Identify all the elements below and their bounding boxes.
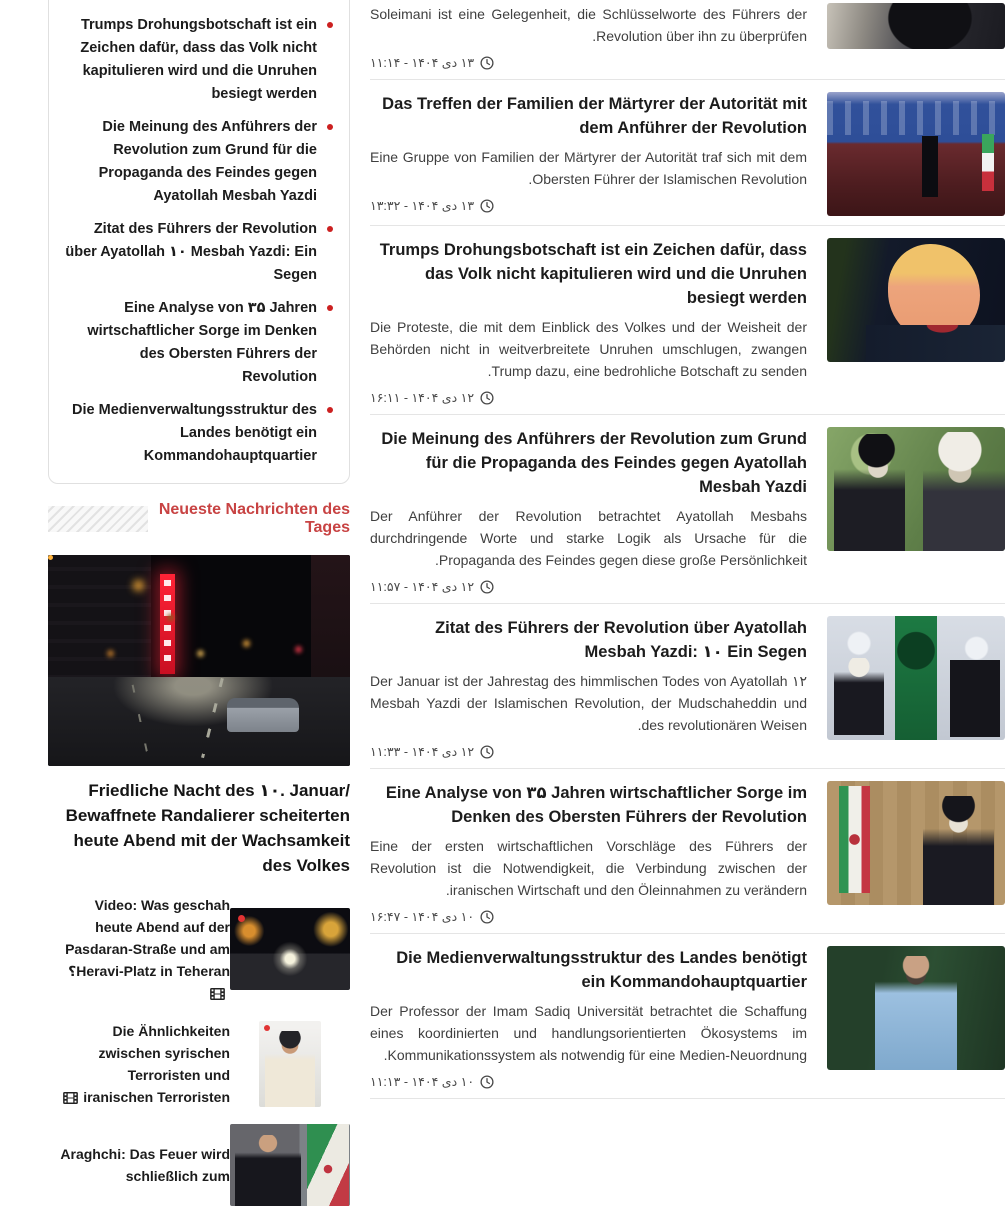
left-sidebar xyxy=(48,0,350,1206)
clock-icon xyxy=(480,1075,494,1089)
article-thumb[interactable] xyxy=(827,3,1005,49)
article-title[interactable]: Zitat des Führers der Revolution über Ayatollah Mesbah Yazdi: ۱۰ Ein Segen xyxy=(435,619,807,661)
news-article xyxy=(370,0,1005,80)
film-icon xyxy=(210,988,225,1000)
article-summary: Der Anführer der Revolution betrachtet Ayatollah Mesbahs durchdringende Worte und starke Logik als Ursache für die Propaganda des Feindes gegen diese große Persönlichkeit. xyxy=(370,508,807,568)
mini-news-thumb-wrap xyxy=(230,1021,350,1107)
night-photo-road xyxy=(48,677,350,766)
article-thumb[interactable] xyxy=(827,427,1005,551)
clock-icon xyxy=(480,391,494,405)
article-content xyxy=(370,238,807,405)
article-timestamp xyxy=(370,579,807,594)
clock-icon xyxy=(480,199,494,213)
bullet-dot-icon xyxy=(327,407,333,413)
mini-news-item[interactable] xyxy=(48,1124,350,1206)
mini-news-thumb[interactable] xyxy=(230,908,350,990)
latest-news-title: Neueste Nachrichten des Tages xyxy=(158,501,350,536)
article-datetime-text: ۱۲ دی ۱۴۰۴ - ۱۱:۵۷ xyxy=(370,580,475,594)
night-photo-streetlights xyxy=(48,555,53,560)
article-content xyxy=(370,616,807,759)
night-photo-neon-sign xyxy=(160,574,175,674)
article-content xyxy=(370,92,807,213)
mini-news-title[interactable] xyxy=(48,1020,230,1108)
featured-image[interactable] xyxy=(48,555,350,766)
article-datetime-text: ۱۰ دی ۱۴۰۴ - ۱۶:۴۷ xyxy=(370,910,475,924)
article-summary: ۱۲ Der Januar ist der Jahrestag des himmlischen Todes von Ayatollah Mesbah Yazdi der Islamischen Revolution, der Mudschaheddin und des revolutionären Weisen. xyxy=(370,673,807,733)
article-title[interactable]: Die Meinung des Anführers der Revolution zum Grund für die Propaganda des Feindes gegen Ayatollah Mesbah Yazdi xyxy=(381,430,807,496)
mini-news-list xyxy=(48,894,350,1206)
news-feed xyxy=(370,0,1005,1099)
news-article xyxy=(370,415,1005,604)
mini-news-title[interactable] xyxy=(48,1143,230,1187)
sidebar-headline-item[interactable] xyxy=(63,111,335,213)
featured-caption[interactable]: Friedliche Nacht des ۱۰. Januar/ Bewaffnete Randalierer scheiterten heute Abend mit der Wachsamkeit des Volkes xyxy=(65,781,350,875)
sidebar-headline-item[interactable] xyxy=(63,9,335,111)
sidebar-headline-text: Die Medienverwaltungsstruktur des Landes benötigt ein Kommandohauptquartier xyxy=(72,402,317,464)
film-icon xyxy=(63,1092,78,1104)
article-datetime-text: ۱۲ دی ۱۴۰۴ - ۱۶:۱۱ xyxy=(370,391,475,405)
article-title[interactable]: Eine Analyse von ۳۵ Jahren wirtschaftlicher Sorge im Denken des Obersten Führers der Revolution xyxy=(385,784,807,826)
mini-news-title[interactable] xyxy=(48,894,230,1004)
sidebar-headline-item[interactable] xyxy=(63,213,335,292)
sidebar-headline-text: Die Meinung des Anführers der Revolution zum Grund für die Propaganda des Feindes gegen Ayatollah Mesbah Yazdi xyxy=(98,119,317,204)
mini-news-thumb-wrap xyxy=(230,1124,350,1206)
sidebar-headline-item[interactable] xyxy=(63,394,335,473)
article-thumb[interactable] xyxy=(827,946,1005,1070)
mini-news-item[interactable] xyxy=(48,894,350,1004)
mini-news-item[interactable] xyxy=(48,1020,350,1108)
sidebar-headline-text: Eine Analyse von ۳۵ Jahren wirtschaftlicher Sorge im Denken des Obersten Führers der Revolution xyxy=(87,300,317,385)
article-datetime-text: ۱۰ دی ۱۴۰۴ - ۱۱:۱۳ xyxy=(370,1075,475,1089)
bullet-dot-icon xyxy=(327,124,333,130)
mini-news-thumb[interactable] xyxy=(230,1124,350,1206)
article-content xyxy=(370,946,807,1089)
hatch-decoration xyxy=(48,506,148,532)
night-photo-car xyxy=(227,698,299,732)
news-article xyxy=(370,934,1005,1099)
news-article xyxy=(370,604,1005,769)
article-thumb[interactable] xyxy=(827,238,1005,362)
article-datetime-text: ۱۲ دی ۱۴۰۴ - ۱۱:۳۳ xyxy=(370,745,475,759)
article-title[interactable]: Trumps Drohungsbotschaft ist ein Zeichen dafür, dass das Volk nicht kapitulieren wird und die Unruhen besiegt werden xyxy=(379,241,807,307)
mini-news-title-text: Video: Was geschah heute Abend auf der Pasdaran-Straße und am Heravi-Platz in Teheran؟ xyxy=(65,897,230,979)
clock-icon xyxy=(480,580,494,594)
mini-news-title-text: Araghchi: Das Feuer wird schließlich zum xyxy=(60,1146,230,1184)
article-timestamp xyxy=(370,1074,807,1089)
article-summary: Der Professor der Imam Sadiq Universität betrachtet die Schaffung eines koordinierten und handlungsorientierten Ökosystems im Kommunikationssystem als notwendig für eine Medien-Neuordnung. xyxy=(370,1003,807,1063)
clock-icon xyxy=(480,745,494,759)
sidebar-headlines-box xyxy=(48,0,350,484)
article-content xyxy=(370,427,807,594)
article-datetime-text: ۱۳ دی ۱۴۰۴ - ۱۳:۳۲ xyxy=(370,199,475,213)
article-timestamp xyxy=(370,744,807,759)
clock-icon xyxy=(480,56,494,70)
article-thumb[interactable] xyxy=(827,616,1005,740)
article-content xyxy=(370,781,807,924)
article-summary: Eine Gruppe von Familien der Märtyrer der Autorität traf sich mit dem Obersten Führer der Islamischen Revolution. xyxy=(370,149,807,187)
sidebar-headline-text: Trumps Drohungsbotschaft ist ein Zeichen dafür, dass das Volk nicht kapitulieren wird und die Unruhen besiegt werden xyxy=(80,17,317,102)
bullet-dot-icon xyxy=(327,226,333,232)
mini-news-thumb[interactable] xyxy=(259,1021,321,1107)
bullet-dot-icon xyxy=(327,22,333,28)
article-title[interactable]: Die Medienverwaltungsstruktur des Landes benötigt ein Kommandohauptquartier xyxy=(396,949,807,991)
article-timestamp xyxy=(370,390,807,405)
latest-news-header xyxy=(48,501,350,537)
sidebar-headline-item[interactable] xyxy=(63,292,335,394)
mini-news-thumb-wrap xyxy=(230,908,350,990)
sidebar-headline-list xyxy=(63,9,335,473)
news-article xyxy=(370,226,1005,415)
article-datetime-text: ۱۳ دی ۱۴۰۴ - ۱۱:۱۴ xyxy=(370,56,475,70)
clock-icon xyxy=(480,910,494,924)
mini-news-title-text: Die Ähnlichkeiten zwischen syrischen Terroristen und iranischen Terroristen xyxy=(83,1023,230,1105)
article-thumb[interactable] xyxy=(827,781,1005,905)
bullet-dot-icon xyxy=(327,305,333,311)
article-summary: Soleimani ist eine Gelegenheit, die Schlüsselworte des Führers der Revolution über ihn zu überprüfen. xyxy=(370,6,807,44)
article-timestamp xyxy=(370,909,807,924)
article-thumb[interactable] xyxy=(827,92,1005,216)
news-article xyxy=(370,80,1005,226)
news-article xyxy=(370,769,1005,934)
article-content xyxy=(370,3,807,70)
sidebar-headline-text: Zitat des Führers der Revolution über Ayatollah ۱۰ Mesbah Yazdi: Ein Segen xyxy=(65,221,317,283)
article-summary: Die Proteste, die mit dem Einblick des Volkes und der Weisheit der Behörden nicht in weitverbreitete Unruhen umschlugen, zwangen Trump dazu, eine bedrohliche Botschaft zu senden. xyxy=(370,319,807,379)
article-title[interactable]: Das Treffen der Familien der Märtyrer der Autorität mit dem Anführer der Revolution xyxy=(382,95,807,137)
article-timestamp xyxy=(370,55,807,70)
article-timestamp xyxy=(370,198,807,213)
article-summary: Eine der ersten wirtschaftlichen Vorschläge des Führers der Revolution ist die Notwendigkeit, die Verbindung zwischen der iranischen Wirtschaft und den Öleinnahmen zu verändern. xyxy=(370,838,807,898)
